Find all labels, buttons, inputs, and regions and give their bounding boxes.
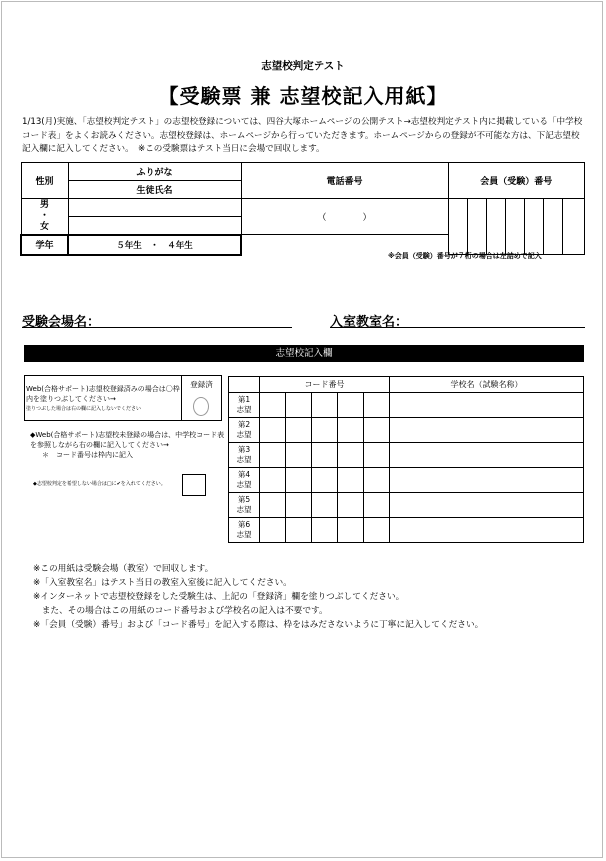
web-registration-text: Web(合格サポート)志望校登録済みの場合は〇枠内を塗りつぶしてください→ [26,385,180,403]
choice-rank-suffix: 志望 [236,530,252,539]
student-name-label: 生徒氏名 [68,181,241,199]
member-digit-box[interactable] [448,199,467,255]
code-digit-box[interactable] [338,468,364,493]
form-subtitle: 志望校判定テスト [261,60,345,72]
venue-label: 受験会場名： [22,315,101,330]
choice-rank-label [229,443,260,468]
header-blank [229,377,260,393]
gender-label: 性別 [21,163,68,199]
code-digit-box[interactable] [312,493,338,518]
code-digit-box[interactable] [338,518,364,543]
member-digit-box[interactable] [524,199,543,255]
choice-rank-number: 第6 [237,520,251,529]
intro-text: 1/13(月)実施、「志望校判定テスト」の志望校登録については、四谷大塚ホームページの公開テスト→志望校判定テスト内に掲載している「中学校コード表」をよくお読みください。志望校登録は、ホームページから行っていただきます。ホームページからの登録が不可能な方は、下記志望校記入欄に記入してください。 ※この受験票はテスト当日に会場で回収します。 [22,117,583,154]
unregistered-note: ◆Web(合格サポート)志望校未登録の場合は、中学校コード表を参照しながら右の欄に記入してください→ [30,431,225,449]
member-number-note: ※会員（受験）番号が７桁の場合は左詰めで記入 [388,252,542,260]
web-registration-subtext: 塗りつぶした場合は右の欄に記入しないでください [26,406,142,412]
female-option[interactable]: 女 [39,221,49,232]
school-name-field[interactable] [390,393,584,418]
student-info-table [20,162,585,256]
furigana-label: ふりがな [68,163,241,181]
code-digit-box[interactable] [312,468,338,493]
choice-rank-suffix: 志望 [236,430,252,439]
registered-circle[interactable] [193,397,209,416]
code-number-header: コード番号 [260,377,390,393]
code-digit-box[interactable] [364,493,390,518]
choice-row [229,393,584,418]
code-digit-box[interactable] [286,518,312,543]
choice-row [229,468,584,493]
choice-rank-suffix: 志望 [236,505,252,514]
code-digit-box[interactable] [260,418,286,443]
choice-row [229,418,584,443]
choice-rank-number: 第3 [237,445,251,454]
code-digit-box[interactable] [364,443,390,468]
grade-options[interactable]: ５年生 ・ ４年生 [68,235,241,255]
grade-label: 学年 [21,235,68,255]
footer-note: ※「会員（受験）番号」および「コード番号」を記入する際は、枠をはみださないように丁寧に記入してください。 [33,620,484,630]
room-label: 入室教室名： [330,315,409,330]
male-option[interactable]: 男 [39,199,49,210]
choice-row [229,493,584,518]
code-digit-box[interactable] [260,493,286,518]
member-digit-box[interactable] [467,199,486,255]
code-digit-box[interactable] [364,518,390,543]
room-underline[interactable] [330,327,585,328]
code-digit-box[interactable] [286,493,312,518]
code-digit-box[interactable] [260,468,286,493]
choice-rank-suffix: 志望 [236,480,252,489]
code-digit-box[interactable] [286,418,312,443]
code-digit-box[interactable] [338,493,364,518]
choice-rank-number: 第1 [237,395,251,404]
code-digit-box[interactable] [312,393,338,418]
footer-note: ※インターネットで志望校登録をした受験生は、上記の「登録済」欄を塗りつぶしてください。 [33,592,405,602]
section-bar: 志望校記入欄 [24,345,584,362]
choice-rank-label [229,418,260,443]
choice-rank-number: 第5 [237,495,251,504]
member-digit-box[interactable] [543,199,562,255]
school-name-field[interactable] [390,518,584,543]
phone-label: 電話番号 [241,163,448,199]
code-digit-box[interactable] [312,443,338,468]
registered-label: 登録済 [190,380,213,389]
code-digit-box[interactable] [364,418,390,443]
code-digit-box[interactable] [338,393,364,418]
furigana-field[interactable] [68,199,241,217]
school-name-field[interactable] [390,493,584,518]
footer-note: ※この用紙は受験会場（教室）で回収します。 [33,564,214,574]
member-digit-box[interactable] [562,199,585,255]
footer-note: ※「入室教室名」はテスト当日の教室入室後に記入してください。 [33,578,292,588]
no-judgment-checkbox[interactable] [182,474,206,496]
venue-underline[interactable] [22,327,292,328]
code-digit-box[interactable] [312,418,338,443]
choice-rank-label [229,493,260,518]
choice-rank-label [229,518,260,543]
code-digit-box[interactable] [364,468,390,493]
form-title: 【受験票 兼 志望校記入用紙】 [158,84,448,108]
code-digit-box[interactable] [286,393,312,418]
code-digit-box[interactable] [312,518,338,543]
school-name-field[interactable] [390,468,584,493]
member-digit-box[interactable] [486,199,505,255]
school-choice-table [228,376,584,543]
code-digit-box[interactable] [364,393,390,418]
choice-rank-label [229,468,260,493]
member-number-label: 会員（受験）番号 [448,163,585,199]
code-digit-box[interactable] [260,518,286,543]
school-name-field[interactable] [390,418,584,443]
dot-separator: ・ [39,210,49,221]
code-digit-box[interactable] [338,418,364,443]
choice-rank-suffix: 志望 [236,455,252,464]
student-name-field[interactable] [68,217,241,235]
choice-rank-number: 第2 [237,420,251,429]
school-name-field[interactable] [390,443,584,468]
school-name-header: 学校名（試験名称） [390,377,584,393]
code-digit-box[interactable] [260,443,286,468]
code-digit-box[interactable] [286,443,312,468]
code-note: ＊ コード番号は枠内に記入 [42,451,133,459]
code-digit-box[interactable] [260,393,286,418]
phone-field[interactable]: （ ） [241,199,448,235]
footer-note: また、その場合はこの用紙のコード番号および学校名の記入は不要です。 [33,606,328,616]
code-digit-box[interactable] [338,443,364,468]
gender-options[interactable] [21,199,68,235]
no-judgment-note: ◆志望校判定を希望しない場合は□に✔を入れてください。 [33,481,166,487]
choice-rank-number: 第4 [237,470,251,479]
member-digit-box[interactable] [505,199,524,255]
choice-row [229,518,584,543]
choice-rank-suffix: 志望 [236,405,252,414]
choice-rank-label [229,393,260,418]
code-digit-box[interactable] [286,468,312,493]
choice-row [229,443,584,468]
footer-notes [33,562,483,632]
